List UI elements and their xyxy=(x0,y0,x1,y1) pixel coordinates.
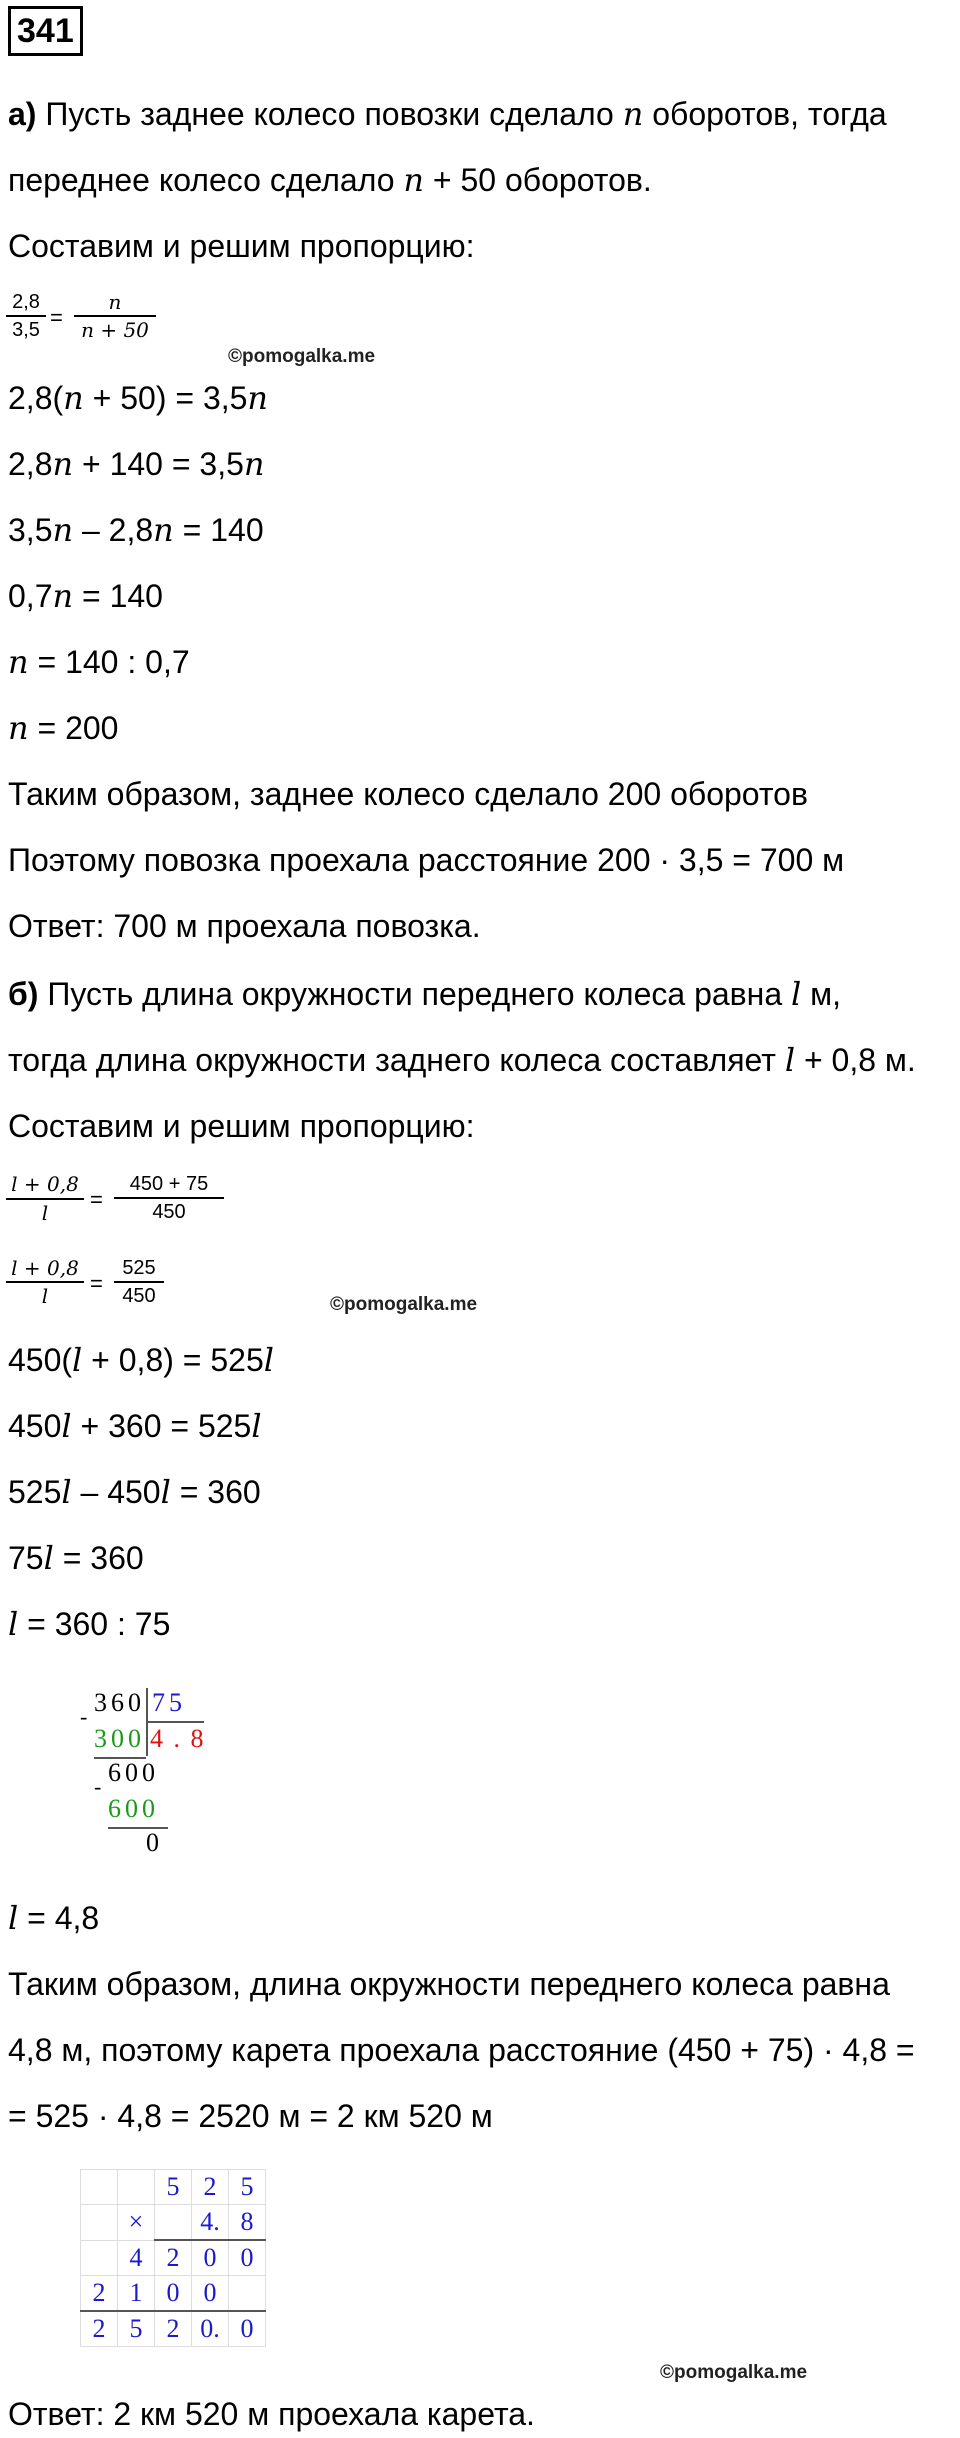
division-dividend: 360 xyxy=(94,1688,145,1717)
mul-row-2: × 4. 8 xyxy=(81,2205,266,2241)
part-b-intro-line1: б) Пусть длина окружности переднего колеса равна l м, xyxy=(8,975,842,1013)
part-a-compose: Составим и решим пропорцию: xyxy=(8,228,475,264)
part-b-intro-line2: тогда длина окружности заднего колеса составляет l + 0,8 м. xyxy=(8,1041,916,1079)
step-b-5: l = 360 : 75 xyxy=(8,1605,171,1643)
mul-row-1: 5 2 5 xyxy=(81,2170,266,2205)
division-quotient: 4 . 8 xyxy=(150,1724,206,1753)
division-minus-2: - xyxy=(94,1774,106,1799)
part-a-conclusion1: Таким образом, заднее колесо сделало 200 оборотов xyxy=(8,776,808,812)
part-a-answer: Ответ: 700 м проехала повозка. xyxy=(8,908,481,944)
step-a-3: 3,5n – 2,8n = 140 xyxy=(8,511,264,549)
division-remainder1: 600 xyxy=(108,1758,159,1787)
division-sub1: 300 xyxy=(94,1724,145,1753)
part-b-label: б) xyxy=(8,976,39,1012)
mul-row-3: 4 2 0 0 xyxy=(81,2240,266,2276)
proportion-a-left: 2,8 3,5 xyxy=(6,290,46,342)
proportion-b1-right: 450 + 75 450 xyxy=(114,1172,224,1224)
part-b-compose: Составим и решим пропорцию: xyxy=(8,1108,475,1144)
watermark: ©pomogalka.me xyxy=(228,346,376,367)
multiplication-grid xyxy=(80,2169,266,2347)
step-a-2: 2,8n + 140 = 3,5n xyxy=(8,445,265,483)
problem-number: 341 xyxy=(8,6,83,56)
result-b: l = 4,8 xyxy=(8,1899,100,1937)
mul-row-4: 2 1 0 0 xyxy=(81,2276,266,2312)
watermark: ©pomogalka.me xyxy=(660,2362,808,2383)
part-b-conclusion1: Таким образом, длина окружности переднего колеса равна xyxy=(8,1966,890,2002)
step-b-4: 75l = 360 xyxy=(8,1539,144,1577)
proportion-b1-equals: = xyxy=(90,1187,103,1212)
part-a-intro-line1: а) Пусть заднее колесо повозки сделало n оборотов, тогда xyxy=(8,95,887,133)
proportion-a-equals: = xyxy=(50,305,63,330)
step-b-1: 450(l + 0,8) = 525l xyxy=(8,1341,274,1379)
division-sub2: 600 xyxy=(108,1794,159,1823)
step-a-1: 2,8(n + 50) = 3,5n xyxy=(8,379,269,417)
proportion-a-right: n n + 50 xyxy=(74,290,156,342)
step-b-2: 450l + 360 = 525l xyxy=(8,1407,262,1445)
step-a-6: n = 200 xyxy=(8,709,119,747)
division-divisor: 75 xyxy=(152,1688,186,1717)
part-b-conclusion2: 4,8 м, поэтому карета проехала расстояние (450 + 75) · 4,8 = xyxy=(8,2032,915,2068)
mul-row-5: 2 5 2 0. 0 xyxy=(81,2311,266,2347)
proportion-b2-left: l + 0,8 l xyxy=(6,1256,84,1308)
part-a-intro-line2: переднее колесо сделало n + 50 оборотов. xyxy=(8,161,652,199)
proportion-b2-equals: = xyxy=(90,1271,103,1296)
part-a-label: а) xyxy=(8,96,37,132)
step-a-5: n = 140 : 0,7 xyxy=(8,643,190,681)
division-minus-1: - xyxy=(80,1704,92,1729)
part-b-conclusion3: = 525 · 4,8 = 2520 м = 2 км 520 м xyxy=(8,2098,493,2134)
part-b-answer: Ответ: 2 км 520 м проехала карета. xyxy=(8,2396,535,2432)
proportion-b2-right: 525 450 xyxy=(114,1256,164,1308)
division-remainder2: 0 xyxy=(146,1828,163,1857)
step-b-3: 525l – 450l = 360 xyxy=(8,1473,261,1511)
step-a-4: 0,7n = 140 xyxy=(8,577,163,615)
part-a-conclusion2: Поэтому повозка проехала расстояние 200 · 3,5 = 700 м xyxy=(8,842,845,878)
proportion-b1-left: l + 0,8 l xyxy=(6,1172,84,1225)
watermark: ©pomogalka.me xyxy=(330,1294,478,1315)
